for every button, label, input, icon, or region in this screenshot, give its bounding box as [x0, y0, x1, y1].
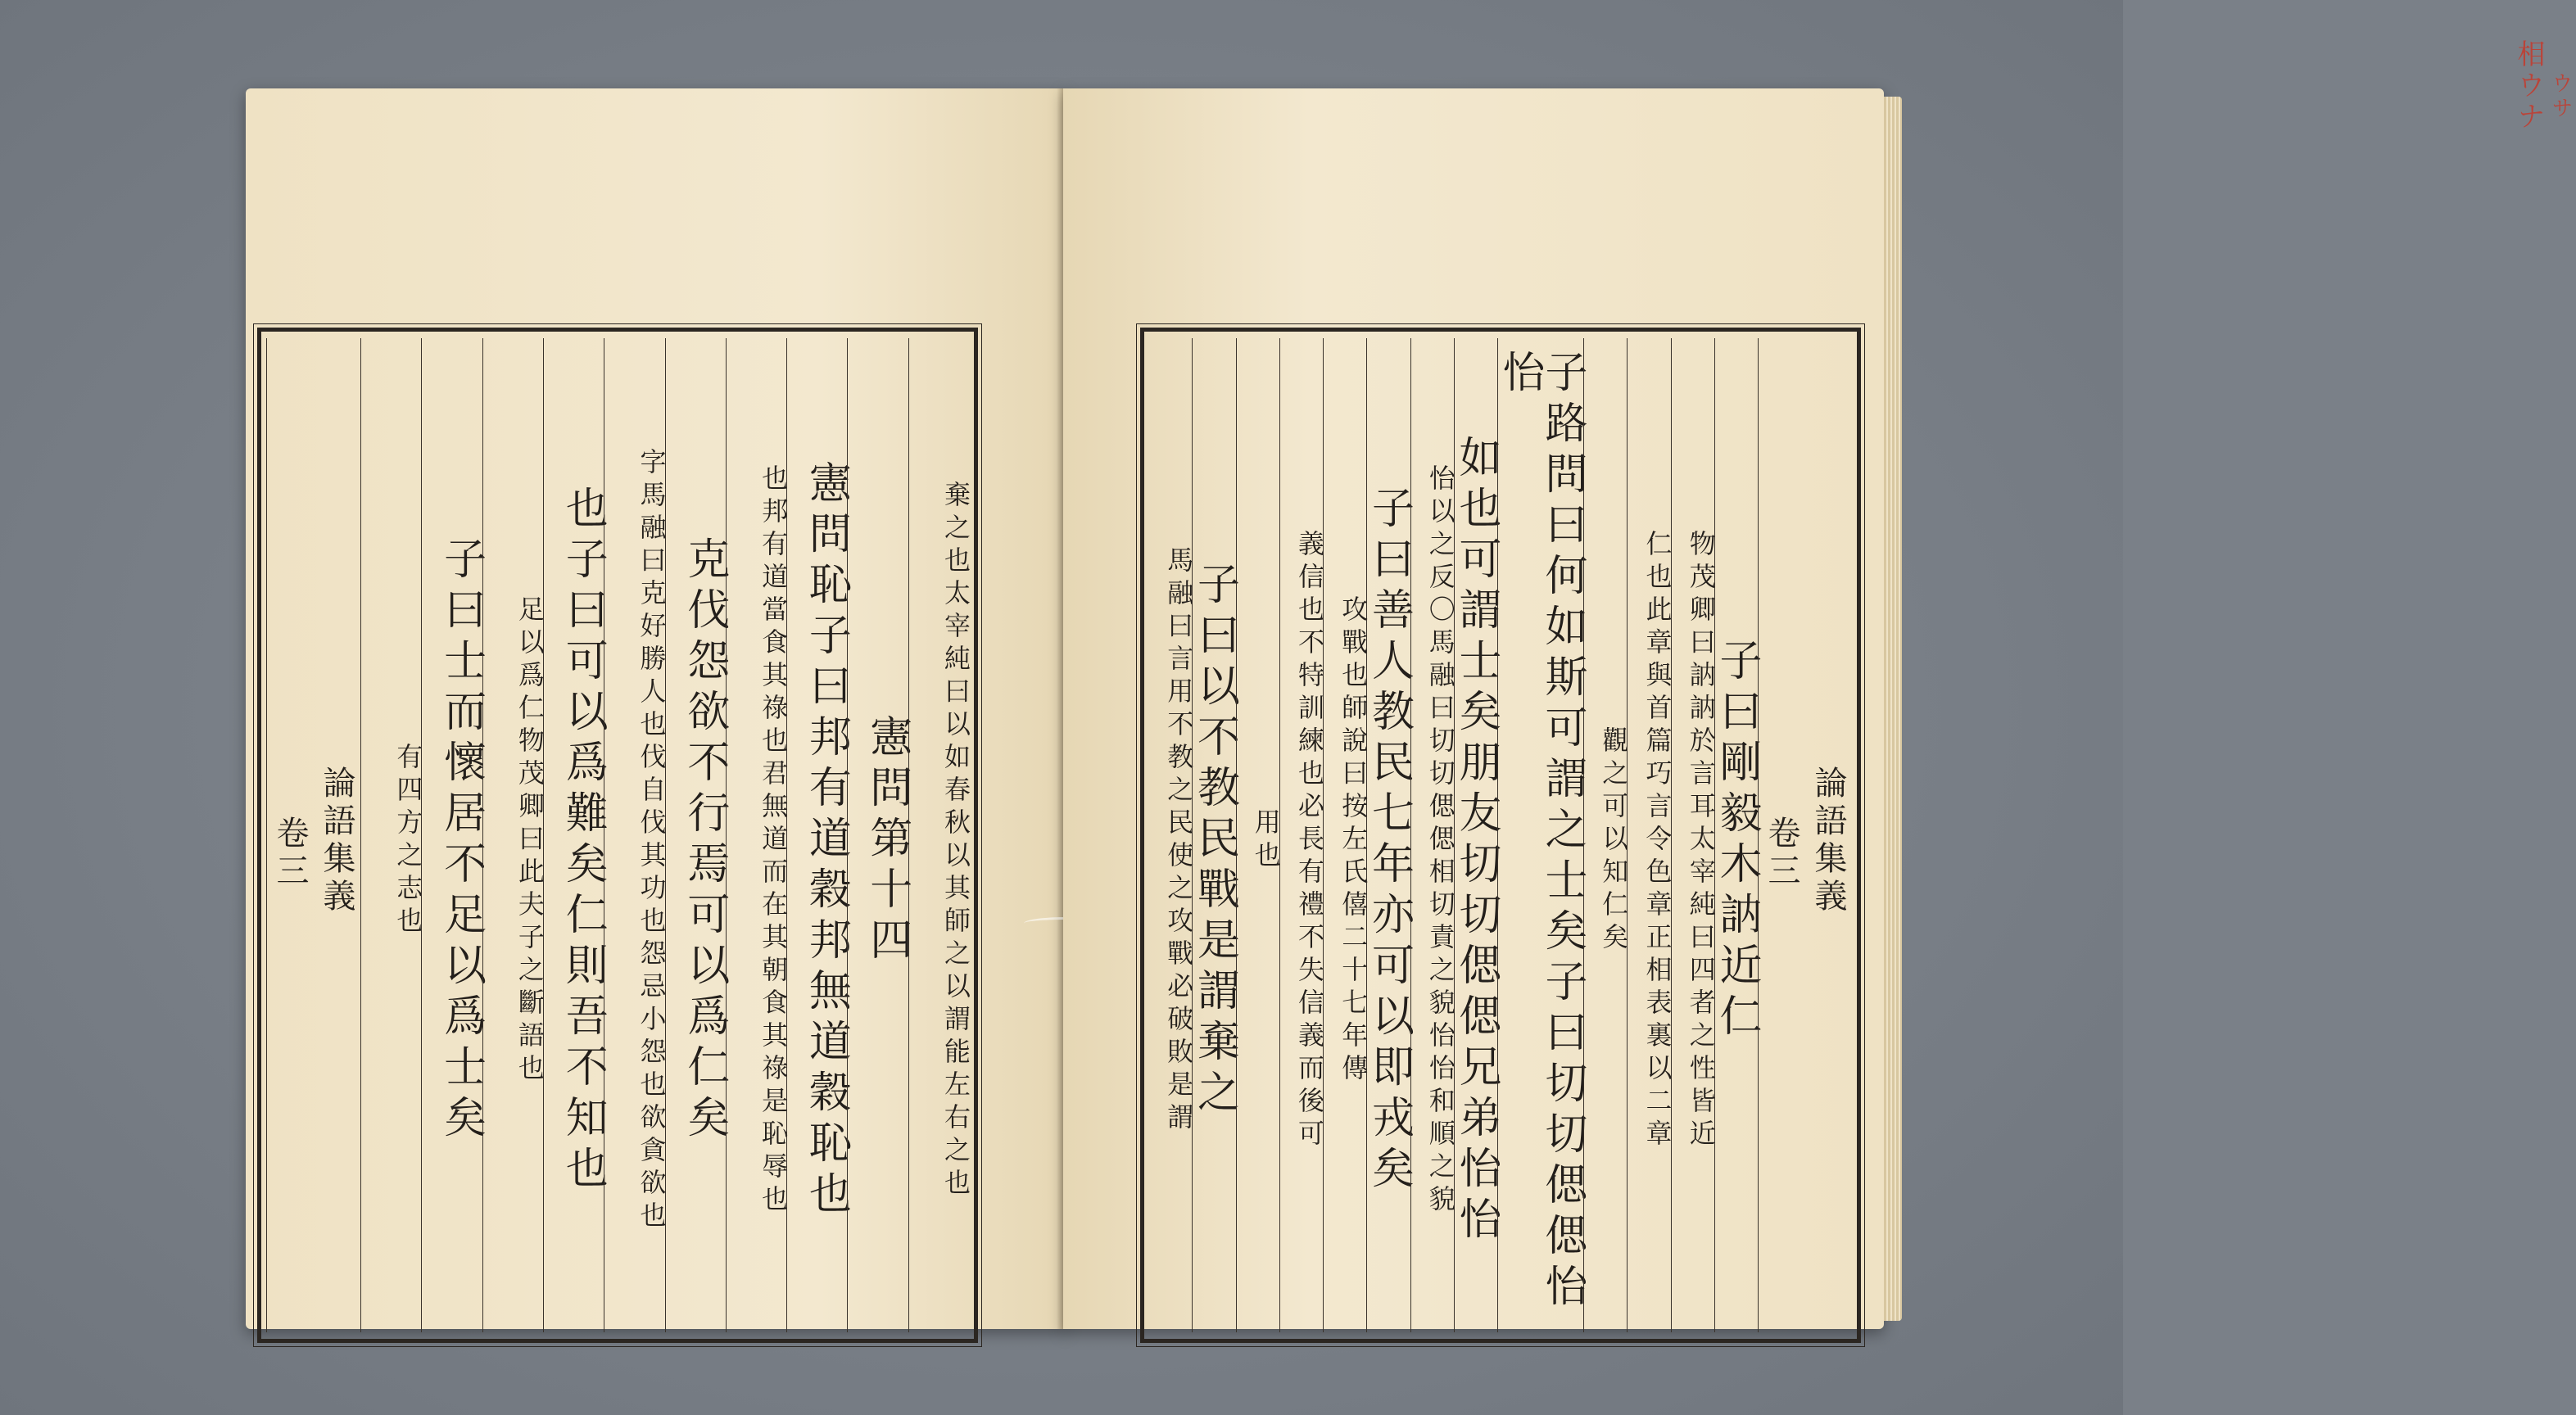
left-column-4: 也邦有道當食其祿也君無道而在其朝食其祿是恥辱也 — [726, 338, 786, 1332]
right-column-5: 子路問曰何如斯可謂之士矣子曰切切偲偲怡怡 — [1497, 338, 1583, 1332]
right-column-9: 攻戰也師說曰按左氏僖二十七年傳 — [1323, 338, 1366, 1332]
left-margin-title: 論語集義 卷三 — [266, 338, 360, 1332]
right-columns — [1149, 338, 1852, 1332]
left-column-7: 也子曰可以爲難矣仁則吾不知也 — [543, 338, 604, 1332]
right-column-8: 子曰善人教民七年亦可以即戎矣 — [1366, 338, 1410, 1332]
left-column-10: 有四方之志也 — [360, 338, 421, 1332]
left-column-5: 克伐怨欲不行焉可以爲仁矣 — [665, 338, 726, 1332]
right-text-frame — [1140, 328, 1861, 1343]
right-column-3: 仁也此章與首篇巧言令色章正相表裏以二章 — [1627, 338, 1670, 1332]
left-column-3: 憲問恥子曰邦有道穀邦無道穀恥也 — [786, 338, 847, 1332]
left-columns — [266, 338, 969, 1332]
right-column-10: 義信也不特訓練也必長有禮不失信義而後可 — [1279, 338, 1323, 1332]
right-margin-title: 論語集義 卷三 — [1758, 338, 1852, 1332]
right-column-13: 馬融曰言用不教之民使之攻戰必破敗是謂 — [1163, 546, 1195, 1136]
right-column-1: 子曰剛毅木訥近仁 — [1714, 338, 1758, 1332]
right-column-12: 子曰以不教民戰是謂棄之 — [1192, 338, 1235, 1332]
right-column-4: 觀之可以知仁矣 — [1583, 338, 1627, 1332]
left-column-8: 足以爲仁物茂卿曰此夫子之斷語也 — [482, 338, 543, 1332]
left-column-6: 字馬融曰克好勝人也伐自伐其功也怨忌小怨也欲貪欲也 — [604, 338, 664, 1332]
left-page — [246, 88, 1066, 1329]
left-column-2: 憲問第十四 — [847, 338, 908, 1332]
right-column-2: 物茂卿曰訥訥於言耳太宰純曰四者之性皆近 — [1671, 338, 1714, 1332]
right-column-6: 如也可謂士矣朋友切切偲偲兄弟怡怡 — [1454, 338, 1497, 1332]
left-column-1: 棄之也太宰純曰以如春秋以其師之以謂能左右之也 — [908, 338, 969, 1332]
handwritten-note-2: ウサ — [2548, 72, 2573, 121]
left-text-frame — [257, 328, 978, 1343]
book-spread — [246, 39, 2573, 1329]
right-column-11: 用也 — [1236, 338, 1279, 1332]
right-column-7: 怡以之反〇馬融曰切切偲偲相切責之貌怡怡和順之貌 — [1410, 338, 1454, 1332]
right-page — [1063, 39, 2573, 1329]
handwritten-note: 相ウナ — [2512, 39, 2545, 133]
left-column-9: 子曰士而懷居不足以爲士矣 — [421, 338, 482, 1332]
